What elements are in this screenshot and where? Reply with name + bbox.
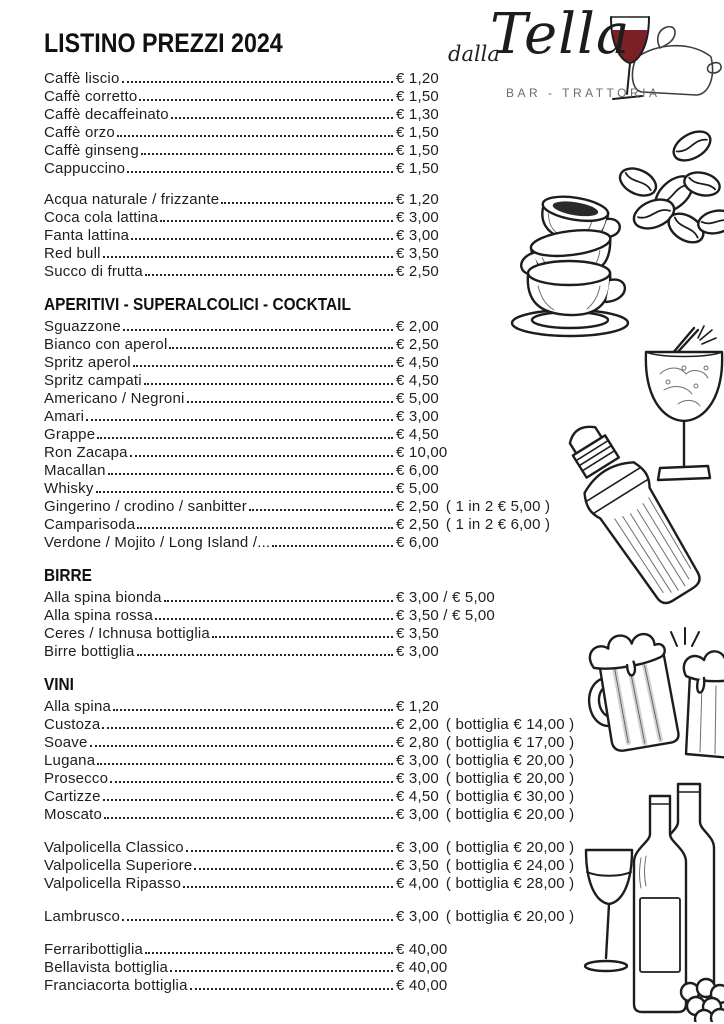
menu-item-row <box>44 124 584 142</box>
menu-section <box>44 191 584 281</box>
menu-item-row <box>44 770 584 788</box>
item-name: Bellavista bottiglia <box>44 959 169 976</box>
item-name: Bianco con aperol <box>44 336 168 353</box>
section-spacer <box>44 926 584 941</box>
menu-item-row <box>44 462 584 480</box>
item-core <box>44 534 394 551</box>
menu-item-row <box>44 191 584 209</box>
dotted-leader <box>128 444 394 461</box>
item-price: € 2,00 <box>396 318 439 335</box>
wine-bottles-glass-grapes-icon <box>578 776 724 1022</box>
item-note: ( bottiglia € 20,00 ) <box>445 908 575 925</box>
section-spacer <box>44 893 584 908</box>
item-price: € 4,00 <box>396 875 439 892</box>
menu-item-row <box>44 716 584 734</box>
item-note: ( bottiglia € 24,00 ) <box>445 857 575 874</box>
item-price: € 2,50 <box>396 263 439 280</box>
item-name: Ferraribottiglia <box>44 941 144 958</box>
item-price: € 4,50 <box>396 426 439 443</box>
menu-item-row <box>44 607 584 625</box>
item-price: € 2,00 <box>396 716 439 733</box>
menu-sections <box>44 70 584 995</box>
item-price: € 4,50 <box>396 788 439 805</box>
menu-item-row <box>44 498 584 516</box>
logo-name: Tella <box>490 2 631 67</box>
item-core <box>44 426 394 443</box>
item-name: Valpolicella Superiore <box>44 857 193 874</box>
menu-item-row <box>44 444 584 462</box>
dotted-leader <box>143 263 394 280</box>
dotted-leader <box>192 857 394 874</box>
menu-item-row <box>44 516 584 534</box>
menu-item-row <box>44 318 584 336</box>
item-core <box>44 245 394 262</box>
dotted-leader <box>95 426 394 443</box>
item-core <box>44 941 394 958</box>
item-name: Cartizze <box>44 788 101 805</box>
dotted-leader <box>143 941 394 958</box>
item-name: Caffè orzo <box>44 124 115 141</box>
menu-item-row <box>44 390 584 408</box>
item-price: € 4,50 <box>396 372 439 389</box>
item-core <box>44 191 394 208</box>
item-name: Amari <box>44 408 85 425</box>
item-core <box>44 498 394 515</box>
item-price: € 3,00 <box>396 806 439 823</box>
dotted-leader <box>135 643 394 660</box>
item-price: € 10,00 <box>396 444 448 461</box>
item-note: ( bottiglia € 30,00 ) <box>445 788 575 805</box>
item-name: Birre bottiglia <box>44 643 135 660</box>
item-price: € 3,00 <box>396 209 439 226</box>
item-note: ( bottiglia € 20,00 ) <box>445 806 575 823</box>
item-price: € 1,50 <box>396 160 439 177</box>
dotted-leader <box>167 336 394 353</box>
item-note: ( bottiglia € 20,00 ) <box>445 839 575 856</box>
item-name: Lugana <box>44 752 96 769</box>
menu-item-row <box>44 875 584 893</box>
item-core <box>44 716 394 733</box>
dotted-leader <box>153 607 394 624</box>
item-core <box>44 977 394 994</box>
item-core <box>44 607 394 624</box>
item-core <box>44 839 394 856</box>
menu-item-row <box>44 839 584 857</box>
item-name: Sguazzone <box>44 318 121 335</box>
menu-item-row <box>44 788 584 806</box>
item-core <box>44 336 394 353</box>
item-name: Alla spina bionda <box>44 589 162 606</box>
item-core <box>44 462 394 479</box>
dotted-leader <box>142 372 394 389</box>
clinking-beer-mugs-icon <box>574 602 724 774</box>
item-name: Camparisoda <box>44 516 136 533</box>
dotted-leader <box>111 698 394 715</box>
menu-item-row <box>44 959 584 977</box>
dotted-leader <box>247 498 394 515</box>
item-price: € 1,50 <box>396 88 439 105</box>
item-price: € 1,50 <box>396 142 439 159</box>
dotted-leader <box>210 625 394 642</box>
item-price: € 2,50 <box>396 516 439 533</box>
dotted-leader <box>158 209 394 226</box>
item-price: € 3,00 / € 5,00 <box>396 589 495 606</box>
item-name: Soave <box>44 734 88 751</box>
item-note: ( bottiglia € 28,00 ) <box>445 875 575 892</box>
item-price: € 6,00 <box>396 462 439 479</box>
dotted-leader <box>137 88 394 105</box>
item-note: ( 1 in 2 € 6,00 ) <box>445 516 551 533</box>
item-core <box>44 589 394 606</box>
item-core <box>44 142 394 159</box>
item-note: ( bottiglia € 20,00 ) <box>445 752 575 769</box>
item-name: Lambrusco <box>44 908 121 925</box>
menu-item-row <box>44 643 584 661</box>
item-price: € 2,50 <box>396 336 439 353</box>
item-note: ( 1 in 2 € 5,00 ) <box>445 498 551 515</box>
dotted-leader <box>162 589 394 606</box>
item-core <box>44 480 394 497</box>
item-name: Spritz campati <box>44 372 142 389</box>
item-core <box>44 806 394 823</box>
item-note: ( bottiglia € 14,00 ) <box>445 716 575 733</box>
item-core <box>44 698 394 715</box>
item-name: Verdone / Mojito / Long Island /... <box>44 534 271 551</box>
dotted-leader <box>125 160 394 177</box>
dotted-leader <box>139 142 394 159</box>
dotted-leader <box>168 959 394 976</box>
menu-item-row <box>44 227 584 245</box>
item-core <box>44 408 394 425</box>
item-core <box>44 124 394 141</box>
menu-item-row <box>44 734 584 752</box>
item-core <box>44 752 394 769</box>
item-name: Cappuccino <box>44 160 126 177</box>
item-name: Ron Zacapa <box>44 444 128 461</box>
dotted-leader <box>101 788 394 805</box>
menu-item-row <box>44 209 584 227</box>
item-price: € 1,20 <box>396 698 439 715</box>
item-core <box>44 372 394 389</box>
item-name: Caffè decaffeinato <box>44 106 169 123</box>
item-price: € 40,00 <box>396 977 448 994</box>
item-price: € 1,20 <box>396 191 439 208</box>
dotted-leader <box>108 770 394 787</box>
dotted-leader <box>185 390 394 407</box>
item-price: € 40,00 <box>396 959 448 976</box>
item-name: Caffè corretto <box>44 88 138 105</box>
menu-item-row <box>44 806 584 824</box>
item-price: € 3,00 <box>396 839 439 856</box>
item-core <box>44 908 394 925</box>
menu-item-row <box>44 245 584 263</box>
logo-subtitle: BAR - TRATTORIA <box>506 86 661 100</box>
item-name: Valpolicella Classico <box>44 839 184 856</box>
section-header: VINI <box>44 674 74 694</box>
menu-item-row <box>44 426 584 444</box>
page-title: LISTINO PREZZI 2024 <box>44 28 283 58</box>
dotted-leader <box>129 227 394 244</box>
dotted-leader <box>102 806 394 823</box>
dotted-leader <box>131 354 394 371</box>
item-name: Prosecco <box>44 770 109 787</box>
dotted-leader <box>135 516 394 533</box>
item-name: Ceres / Ichnusa bottiglia <box>44 625 210 642</box>
item-price: € 3,00 <box>396 408 439 425</box>
menu-item-row <box>44 977 584 995</box>
menu-item-row <box>44 625 584 643</box>
menu-item-row <box>44 160 584 178</box>
menu-item-row <box>44 70 584 88</box>
item-note: ( bottiglia € 20,00 ) <box>445 770 575 787</box>
menu-item-row <box>44 142 584 160</box>
section-header: BIRRE <box>44 565 92 585</box>
dotted-leader <box>188 977 394 994</box>
item-name: Americano / Negroni <box>44 390 185 407</box>
dotted-leader <box>94 480 394 497</box>
item-name: Macallan <box>44 462 106 479</box>
item-core <box>44 106 394 123</box>
item-price: € 3,50 <box>396 625 439 642</box>
item-price: € 1,20 <box>396 70 439 87</box>
item-core <box>44 875 394 892</box>
menu-item-row <box>44 534 584 552</box>
item-core <box>44 770 394 787</box>
dotted-leader <box>120 908 394 925</box>
item-core <box>44 788 394 805</box>
item-price: € 3,00 <box>396 770 439 787</box>
dotted-leader <box>106 462 394 479</box>
item-price: € 40,00 <box>396 941 448 958</box>
item-name: Spritz aperol <box>44 354 131 371</box>
item-core <box>44 263 394 280</box>
item-price: € 3,50 / € 5,00 <box>396 607 495 624</box>
item-name: Moscato <box>44 806 103 823</box>
item-name: Grappe <box>44 426 96 443</box>
dotted-leader <box>84 408 394 425</box>
menu-item-row <box>44 263 584 281</box>
item-price: € 6,00 <box>396 534 439 551</box>
item-price: € 2,50 <box>396 498 439 515</box>
item-core <box>44 354 394 371</box>
menu-item-row <box>44 752 584 770</box>
item-name: Coca cola lattina <box>44 209 159 226</box>
dotted-leader <box>270 534 394 551</box>
item-core <box>44 318 394 335</box>
dotted-leader <box>115 124 394 141</box>
dotted-leader <box>101 245 394 262</box>
item-price: € 5,00 <box>396 480 439 497</box>
item-price: € 3,00 <box>396 908 439 925</box>
dotted-leader <box>219 191 394 208</box>
menu-item-row <box>44 354 584 372</box>
item-name: Caffè liscio <box>44 70 120 87</box>
item-name: Valpolicella Ripasso <box>44 875 182 892</box>
section-spacer <box>44 824 584 839</box>
dotted-leader <box>95 752 394 769</box>
item-price: € 3,50 <box>396 857 439 874</box>
dotted-leader <box>100 716 394 733</box>
menu-item-row <box>44 336 584 354</box>
menu-section <box>44 294 584 552</box>
item-name: Whisky <box>44 480 94 497</box>
dotted-leader <box>88 734 394 751</box>
item-core <box>44 70 394 87</box>
dotted-leader <box>120 70 395 87</box>
menu-item-row <box>44 857 584 875</box>
menu-item-row <box>44 106 584 124</box>
menu-item-row <box>44 88 584 106</box>
item-name: Alla spina <box>44 698 112 715</box>
menu-section <box>44 674 584 995</box>
item-price: € 3,50 <box>396 245 439 262</box>
item-core <box>44 160 394 177</box>
item-core <box>44 959 394 976</box>
item-core <box>44 88 394 105</box>
item-core <box>44 444 394 461</box>
item-core <box>44 390 394 407</box>
item-price: € 5,00 <box>396 390 439 407</box>
item-core <box>44 857 394 874</box>
menu-content <box>44 28 584 995</box>
item-name: Red bull <box>44 245 101 262</box>
item-name: Succo di frutta <box>44 263 143 280</box>
item-core <box>44 625 394 642</box>
item-core <box>44 643 394 660</box>
item-name: Franciacorta bottiglia <box>44 977 188 994</box>
item-price: € 1,50 <box>396 124 439 141</box>
item-name: Custoza <box>44 716 101 733</box>
item-name: Alla spina rossa <box>44 607 154 624</box>
section-header: APERITIVI - SUPERALCOLICI - COCKTAIL <box>44 294 351 314</box>
menu-item-row <box>44 698 584 716</box>
menu-item-row <box>44 408 584 426</box>
item-price: € 4,50 <box>396 354 439 371</box>
item-name: Gingerino / crodino / sanbitter <box>44 498 247 515</box>
dotted-leader <box>121 318 394 335</box>
item-name: Caffè ginseng <box>44 142 139 159</box>
menu-item-row <box>44 941 584 959</box>
dotted-leader <box>169 106 394 123</box>
item-price: € 2,80 <box>396 734 439 751</box>
item-core <box>44 516 394 533</box>
item-core <box>44 734 394 751</box>
item-name: Fanta lattina <box>44 227 130 244</box>
item-price: € 3,00 <box>396 752 439 769</box>
menu-item-row <box>44 589 584 607</box>
item-name: Acqua naturale / frizzante <box>44 191 220 208</box>
menu-section <box>44 565 584 661</box>
item-core <box>44 209 394 226</box>
menu-item-row <box>44 908 584 926</box>
item-price: € 3,00 <box>396 643 439 660</box>
item-note: ( bottiglia € 17,00 ) <box>445 734 575 751</box>
menu-item-row <box>44 372 584 390</box>
menu-section <box>44 70 584 178</box>
item-price: € 1,30 <box>396 106 439 123</box>
logo-prefix: dalla <box>448 42 500 66</box>
item-price: € 3,00 <box>396 227 439 244</box>
dotted-leader <box>184 839 394 856</box>
item-core <box>44 227 394 244</box>
dotted-leader <box>181 875 394 892</box>
menu-item-row <box>44 480 584 498</box>
